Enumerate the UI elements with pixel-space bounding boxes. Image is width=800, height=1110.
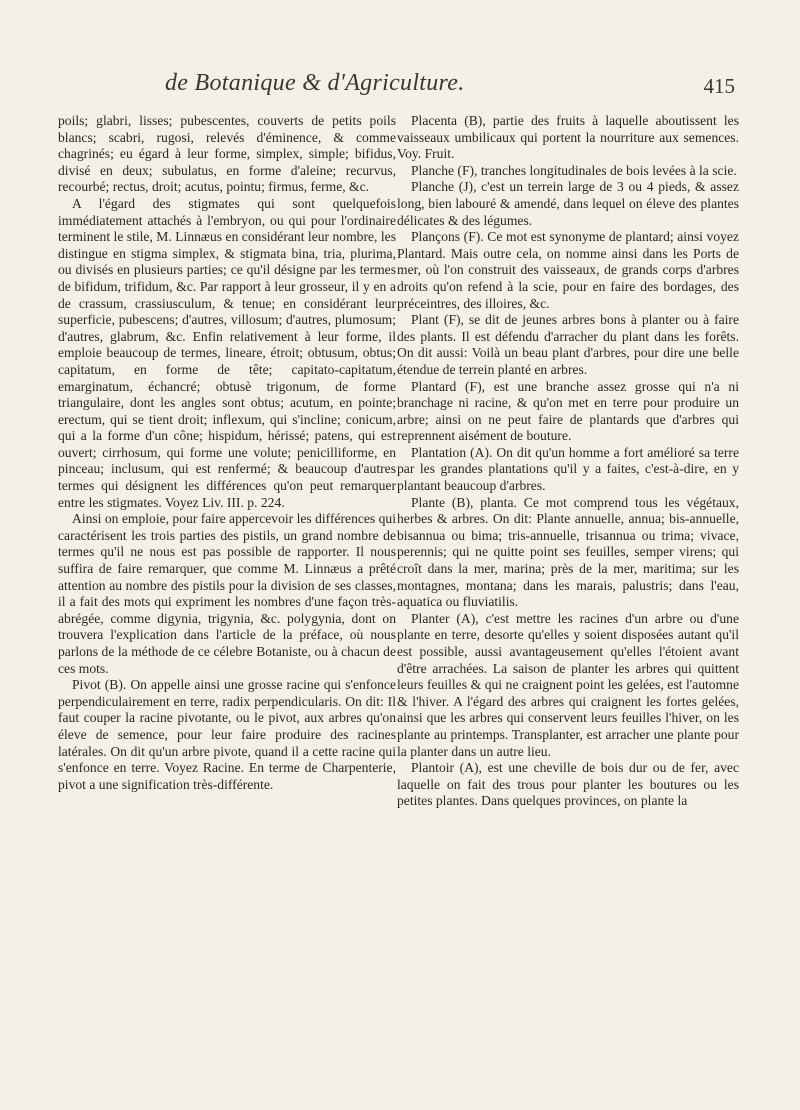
paragraph: A l'égard des stigmates qui sont quelquefois immédiatement attachés à l'embryon, ou qui pour l'ordinaire terminent le stile, M. Linnæus en considérant leur nombre, les distingue en stigma simplex, & stigmata bina, tria, plurima, ou divisés en plusieurs parties; ce qu'il désigne par les termes de bifidum, trifidum, &c. Par rapport à leur grosseur, il y en a de crassum, crassiusculum, & tenue; en considérant leur superficie, pubescens; d'autres, villosum; d'autres, plumosum; d'autres, glabrum, &c. Enfin relativement à leur forme, il emploie beaucoup de termes, lineare, étroit; obtusum, obtus; capitatum, en forme de tête; capitato-capitatum, emarginatum, échancré; obtusè trigonum, de forme triangulaire, dont les angles sont obtus; acutum, en pointe; erectum, qui se tient droit; inflexum, qui s'incline; conicum, qui a la forme d'un cône; hispidum, hérissé; patens, qui est ouvert; cirrhosum, qui forme une volute; penicilliforme, en pinceau; inclusum, qui est renfermé; & beaucoup d'autres termes qui désignent les différences qu'on peut remarquer entre les stigmates. Voyez Liv. III. p. 224. bbox=[58, 195, 396, 510]
paragraph: Planter (A), c'est mettre les racines d'un arbre ou d'une plante en terre, desorte qu'elles y soient disposées autant qu'il est possible, aussi avantageusement qu'elles l'étoient avant d'être arrachées. La saison de planter les arbres qui quittent leurs feuilles & qui ne craignent point les gelées, est l'automne & l'hiver. A l'égard des arbres qui craignent les fortes gelées, ainsi que les arbres qui conservent leurs feuilles l'hiver, on les plante au printemps. Transplanter, est arracher une plante pour la planter dans un autre lieu. bbox=[397, 610, 739, 759]
running-title: de Botanique & d'Agriculture. bbox=[165, 70, 465, 96]
paragraph: Planche (F), tranches longitudinales de bois levées à la scie. bbox=[411, 162, 737, 178]
paragraph: Plant (F), se dit de jeunes arbres bons à planter ou à faire des plants. Il est défendu d'arracher du plant dans les forêts. On dit aussi: Voilà un beau plant d'arbres, pour dire une belle étendue de terrein planté en arbres. bbox=[397, 312, 739, 377]
running-head bbox=[165, 70, 735, 110]
paragraph: Plançons (F). Ce mot est synonyme de plantard; ainsi voyez Plantard. Mais outre cela, on nomme ainsi dans les Ports de mer, où l'on construit des vaisseaux, de grands corps d'arbres droits qu'on refend à la scie, pour en faire des bordages, des préceintres, des illoires, &c. bbox=[397, 229, 739, 311]
paragraph: Plantard (F), est une branche assez grosse qui n'a ni branchage ni racine, & qu'on met en terre pour produire un arbre; ainsi on ne peut faire de plantards que d'arbres qui reprennent aisément de bouture. bbox=[397, 378, 739, 444]
paragraph: Pivot (B). On appelle ainsi une grosse racine qui s'enfonce perpendiculairement en terre, radix perpendicularis. On dit: Il faut couper la racine pivotante, ou le pivot, aux arbres qu'on éleve de semence, pour leur faire produire des racines latérales. On dit qu'un arbre pivote, quand il a cette racine qui s'enfonce en terre. Voyez Racine. En terme de Charpenterie, pivot a une signification très-différente. bbox=[58, 677, 396, 792]
paragraph: Plantation (A). On dit qu'un homme a fort amélioré sa terre par les grandes plantations qu'il y a faites, c'est-à-dire, en y plantant beaucoup d'arbres. bbox=[397, 444, 739, 494]
paragraph: Placenta (B), partie des fruits à laquelle aboutissent les vaisseaux umbilicaux qui portent la nourriture aux semences. Voy. Fruit. bbox=[397, 113, 739, 162]
paragraph: Plantoir (A), est une cheville de bois dur ou de fer, avec laquelle on fait des trous pour planter les boutures ou les petites plantes. Dans quelques provinces, on plante la bbox=[397, 760, 739, 809]
paragraph: poils; glabri, lisses; pubescentes, couverts de petits poils blancs; scabri, rugosi, relevés d'éminence, & comme chagrinés; eu égard à leur forme, simplex, simple; bifidus, divisé en deux; subulatus, en forme d'aleine; recurvus, recourbé; rectus, droit; acutus, pointu; firmus, ferme, &c. bbox=[58, 113, 396, 195]
right-column bbox=[397, 113, 739, 810]
left-column bbox=[58, 113, 396, 793]
paragraph: Ainsi on emploie, pour faire appercevoir les différences qui caractérisent les trois parties des pistils, un grand nombre de termes qu'il ne nous est pas possible de rapporter. Il nous suffira de faire remarquer, que comme M. Linnæus a prêté attention au nombre des pistils pour la division de ses classes, il a fait des mots qui expriment les nombres d'une façon très-abrégée, comme digynia, trigynia, &c. polygynia, dont on trouvera l'explication dans l'article de la préface, où nous parlons de la méthode de ce célebre Botaniste, ou à chacun de ces mots. bbox=[58, 511, 396, 676]
paragraph: Plante (B), planta. Ce mot comprend tous les végétaux, herbes & arbres. On dit: Plante annuelle, annua; bis-annuelle, bisannua ou bima; tris-annuelle, trisannua ou trima; vivace, perennis; qui ne quitte point ses feuilles, semper virens; qui croît dans la mer, marina; près de la mer, maritima; sur les montagnes, montana; dans les marais, palustris; dans l'eau, aquatica ou fluviatilis. bbox=[397, 494, 739, 610]
page-number: 415 bbox=[703, 74, 735, 98]
paragraph: Planche (J), c'est un terrein large de 3 ou 4 pieds, & assez long, bien labouré & amendé, dans lequel on éleve des plantes délicates & des légumes. bbox=[397, 179, 739, 228]
